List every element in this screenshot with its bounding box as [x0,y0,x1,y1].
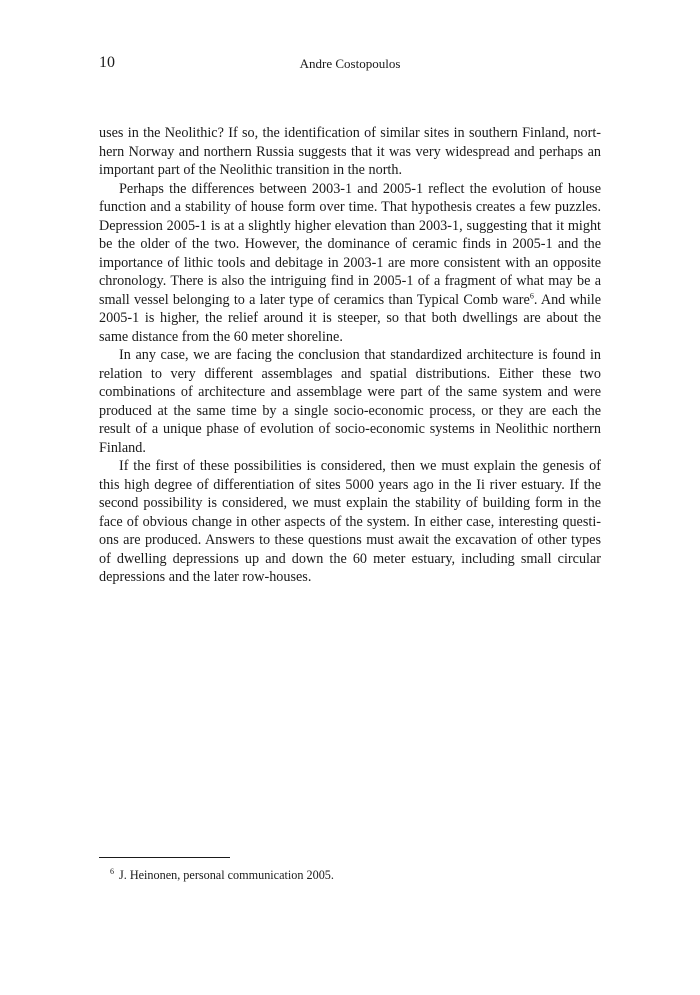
footnote-text: J. Heinonen, personal communication 2005. [119,868,334,882]
paragraph-2 [99,180,601,347]
paragraph-3: In any case, we are facing the conclusion that standardized architecture is found in relation to very different assemblages and spatial distributions. Either these two combinations of architecture and assemblage were part of the same system and were produced at the same time by a single socio-economic process, or they are each the result of a unique phase of evolution of socio-economic systems in Neolithic northern Finland. [99,347,601,456]
running-head-author: Andre Costopoulos [299,56,401,71]
page-number: 10 [99,54,115,71]
footnote [110,867,334,883]
page-header [99,53,601,73]
body-text [99,124,601,587]
footnote-divider [99,857,230,858]
paragraph-2-text-a: Perhaps the differences between 2003-1 and 2005-1 reflect the evolution of house function and a stability of house form over time. That hypothesis creates a few puzzles. Depression 2005-1 is at a slightly higher elevation than 2003-1, suggesting that it might be the older of the two. However, the dominance of ceramic finds in 2005-1 and the importance of lithic tools and debitage in 2003-1 are more consistent with an opposite chronology. There is also the intriguing find in 2005-1 of a fragment of what may be a small vessel belonging to a later type of ceramics than Typical Comb ware [99,180,601,308]
footnote-reference[interactable]: 6 [529,290,534,300]
paragraph-4: If the first of these possibilities is considered, then we must explain the genesis of this high degree of differentiation of sites 5000 years ago in the Ii river estuary. If the second possibility is considered, we must explain the stability of building form in the face of obvious change in other aspects of the system. In either case, interesting questions are produced. Answers to these questions must await the excavation of other types of dwelling depressions up and down the 60 meter estuary, including small circular depressions and the later row-houses. [99,458,601,585]
paragraph-1: uses in the Neolithic? If so, the identification of similar sites in southern Finland, northern Norway and northern Russia suggests that it was very widespread and perhaps an important part of the Neolithic transition in the north. [99,125,601,178]
paragraph-2-text-b: . And while 2005-1 is higher, the relief around it is steeper, so that both dwellings are about the same distance from the 60 meter shoreline. [99,291,601,345]
footnote-number: 6 [110,866,114,876]
